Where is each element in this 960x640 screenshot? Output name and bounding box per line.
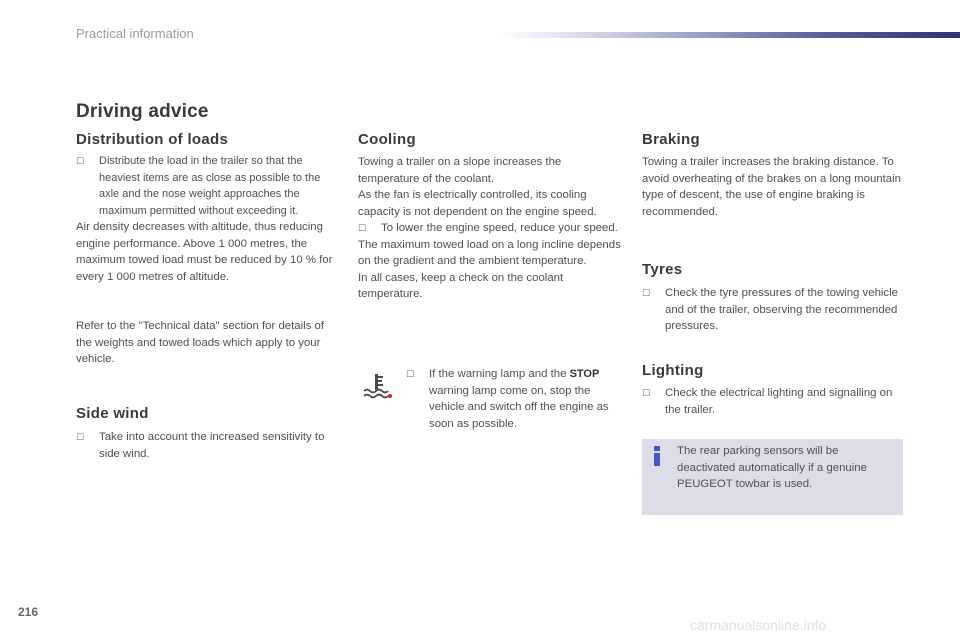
side-wind-heading: Side wind: [76, 405, 149, 422]
side-wind-section: [76, 405, 338, 422]
cooling-para4: In all cases, keep a check on the coolant temperature.: [358, 271, 564, 300]
distribution-bullet: [76, 153, 338, 219]
lighting-heading: Lighting: [642, 362, 704, 379]
braking-paragraph: [642, 154, 906, 220]
cooling-bullet-text: To lower the engine speed, reduce your speed.: [381, 222, 618, 234]
checkbox-bullet-icon: ☐: [358, 223, 367, 233]
section-label: Practical information: [76, 26, 194, 41]
warning-lamp-note: [406, 366, 620, 432]
coolant-temperature-warning-icon: [362, 371, 392, 401]
braking-section: [642, 131, 904, 148]
cooling-section: [358, 131, 620, 148]
distribution-bullet-text: Distribute the load in the trailer so that the heaviest items are as close as possible to the axle and the nose weight approaches the maximum permitted without exceeding it.: [99, 155, 321, 217]
page-title: Driving advice: [76, 101, 209, 122]
info-note: [677, 443, 897, 493]
cooling-para1: Towing a trailer on a slope increases the temperature of the coolant.: [358, 156, 562, 185]
side-wind-bullet: [76, 429, 338, 462]
checkbox-bullet-icon: ☐: [406, 369, 415, 379]
technical-data-text: Refer to the "Technical data" section for details of the weights and towed loads which apply to your vehicle.: [76, 320, 325, 365]
tyres-section: [642, 261, 904, 278]
info-icon: [650, 445, 664, 467]
braking-text: Towing a trailer increases the braking distance. To avoid overheating of the brakes on a long mountain type of descent, the use of engine braking is recommended.: [642, 156, 901, 218]
side-wind-bullet-text: Take into account the increased sensitivity to side wind.: [99, 431, 325, 460]
checkbox-bullet-icon: ☐: [642, 288, 651, 298]
warning-pre-text: If the warning lamp and the: [429, 368, 570, 380]
lighting-bullet-text: Check the electrical lighting and signalling on the trailer.: [665, 387, 893, 416]
info-text: The rear parking sensors will be deactivated automatically if a genuine PEUGEOT towbar is used.: [677, 445, 867, 490]
cooling-para3: The maximum towed load on a long incline depends on the gradient and the ambient temperature.: [358, 238, 621, 267]
warning-post-text: warning lamp come on, stop the vehicle and switch off the engine as soon as possible.: [429, 384, 609, 430]
lighting-section: [642, 362, 904, 379]
braking-heading: Braking: [642, 131, 700, 148]
stop-lamp-label: STOP: [569, 368, 600, 380]
altitude-text: Air density decreases with altitude, thus reducing engine performance. Above 1 000 metres, the maximum towed load must be reduced by 10 % for every 1 000 metres of altitude.: [76, 221, 333, 283]
distribution-section: [76, 131, 338, 148]
checkbox-bullet-icon: ☐: [76, 432, 85, 442]
watermark: carmanualsonline.info: [690, 617, 827, 633]
tyres-bullet-text: Check the tyre pressures of the towing vehicle and of the trailer, observing the recommended pressures.: [665, 287, 898, 332]
checkbox-bullet-icon: ☐: [642, 388, 651, 398]
header-gradient-bar: [500, 32, 960, 38]
technical-data-paragraph: [76, 318, 338, 368]
cooling-para2: As the fan is electrically controlled, its cooling capacity is not dependent on the engine speed.: [358, 189, 597, 218]
altitude-paragraph: [76, 219, 338, 285]
lighting-bullet: [642, 385, 904, 418]
distribution-heading: Distribution of loads: [76, 131, 229, 148]
tyres-heading: Tyres: [642, 261, 683, 278]
cooling-body: [358, 154, 622, 303]
cooling-heading: Cooling: [358, 131, 416, 148]
tyres-bullet: [642, 285, 904, 335]
checkbox-bullet-icon: ☐: [76, 156, 85, 166]
page-number: 216: [18, 605, 39, 619]
